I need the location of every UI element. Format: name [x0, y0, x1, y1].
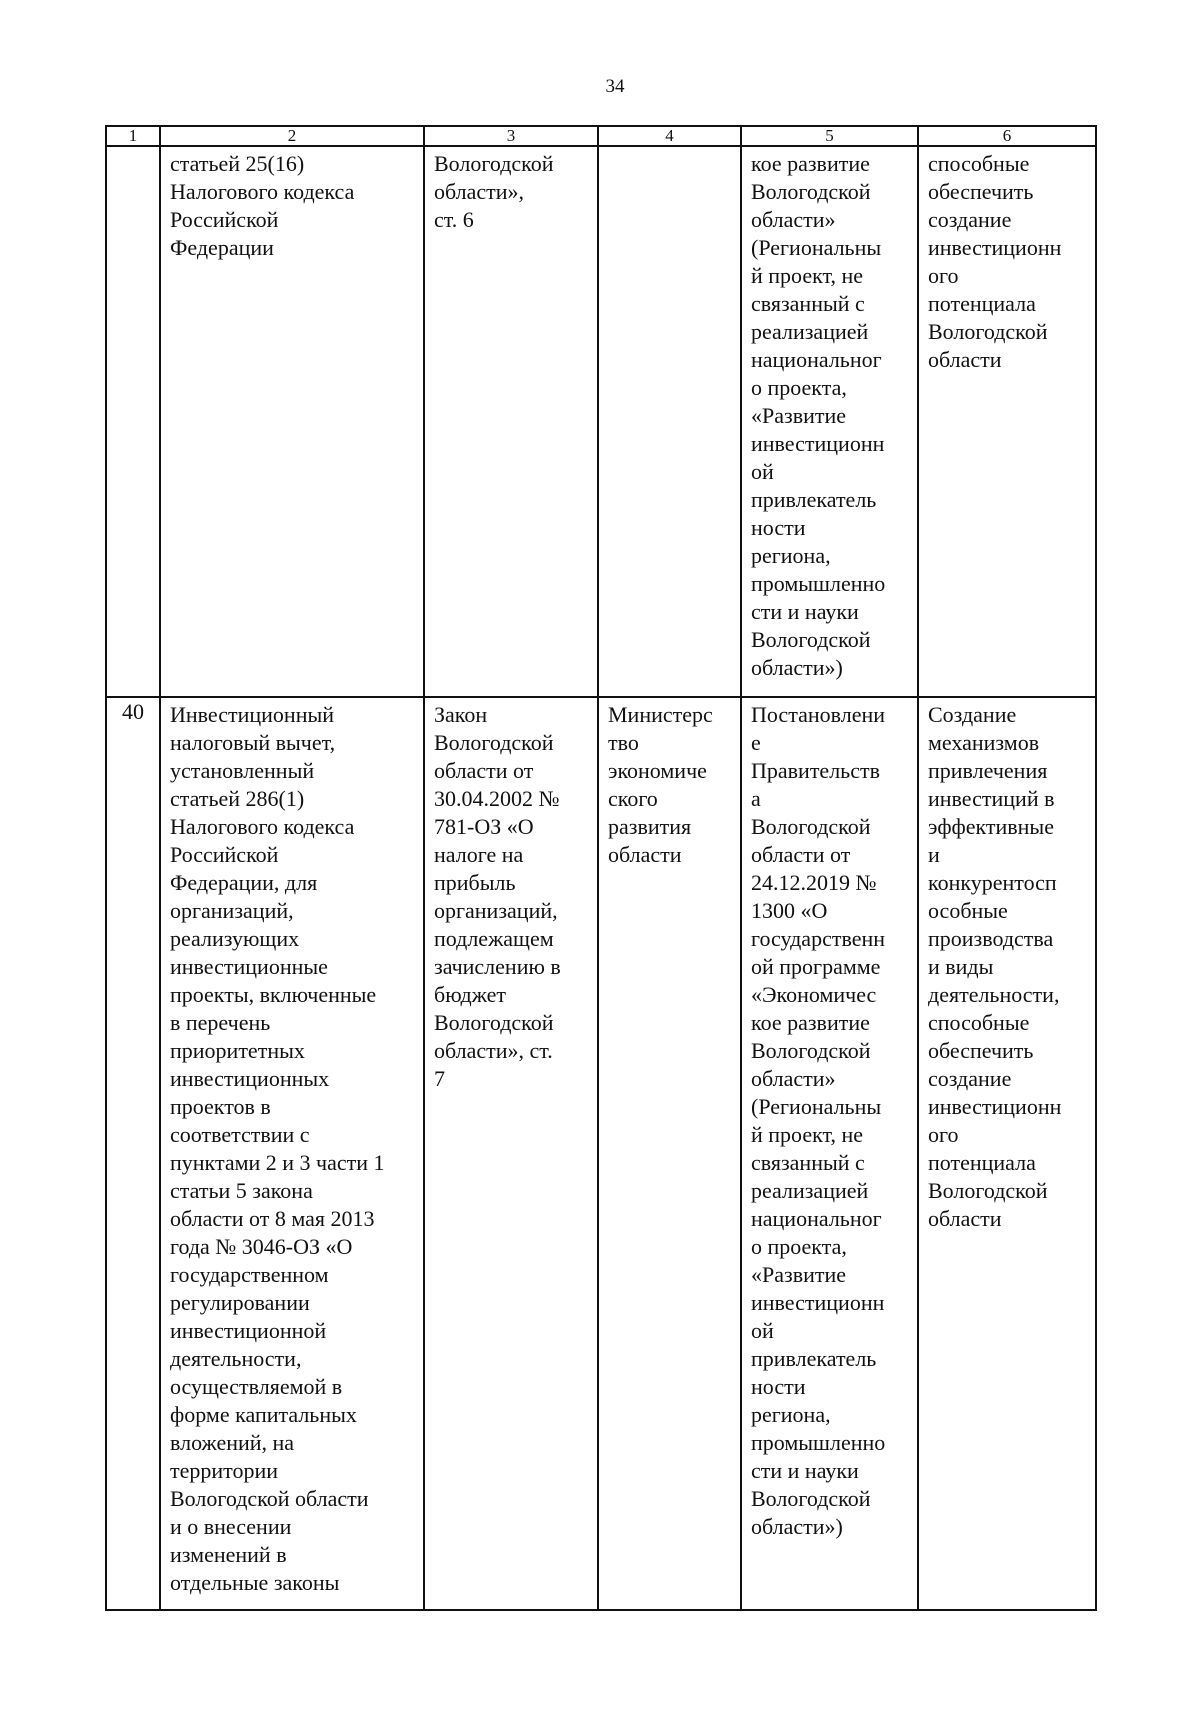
column-header-3: 3	[424, 126, 598, 146]
program-cell: кое развитие Вологодской области» (Региональны й проект, не связанный с реализацией национальног о проекта, «Развитие инвестиционн ой привлекатель ности региона, промышленно сти и науки Вологодской области»)	[741, 146, 918, 697]
column-header-2: 2	[160, 126, 424, 146]
curator-cell: Министерс тво экономиче ского развития области	[598, 697, 741, 1610]
goal-cell: Создание механизмов привлечения инвестиций в эффективные и конкурентосп особные производства и виды деятельности, способные обеспечить создание инвестиционн ого потенциала Вологодской области	[918, 697, 1096, 1610]
legal-basis-cell: Закон Вологодской области от 30.04.2002 № 781-ОЗ «О налоге на прибыль организаций, подлежащем зачислению в бюджет Вологодской области», ст. 7	[424, 697, 598, 1610]
page-number: 34	[605, 76, 625, 97]
curator-cell	[598, 146, 741, 697]
program-cell: Постановлени е Правительств а Вологодской области от 24.12.2019 № 1300 «О государственн ой программе «Экономичес кое развитие Вологодской области» (Региональны й проект, не связанный с реализацией национальног о проекта, «Развитие инвестиционн ой привлекатель ности региона, промышленно сти и науки Вологодской области»)	[741, 697, 918, 1610]
row-number-cell	[106, 146, 160, 697]
legal-basis-cell: Вологодской области», ст. 6	[424, 146, 598, 697]
table-row	[106, 146, 1096, 697]
column-header-4: 4	[598, 126, 741, 146]
benefit-description-cell: Инвестиционный налоговый вычет, установленный статьей 286(1) Налогового кодекса Российской Федерации, для организаций, реализующих инвестиционные проекты, включенные в перечень приоритетных инвестиционных проектов в соответствии с пунктами 2 и 3 части 1 статьи 5 закона области от 8 мая 2013 года № 3046-ОЗ «О государственном регулировании инвестиционной деятельности, осуществляемой в форме капитальных вложений, на территории Вологодской области и о внесении изменений в отдельные законы	[160, 697, 424, 1610]
column-header-5: 5	[741, 126, 918, 146]
row-number-cell: 40	[106, 697, 160, 1610]
column-header-1: 1	[106, 126, 160, 146]
column-number-row	[106, 126, 1096, 146]
table-row	[106, 697, 1096, 1610]
goal-cell: способные обеспечить создание инвестиционн ого потенциала Вологодской области	[918, 146, 1096, 697]
benefit-description-cell: статьей 25(16) Налогового кодекса Российской Федерации	[160, 146, 424, 697]
column-header-6: 6	[918, 126, 1096, 146]
benefits-table	[105, 125, 1097, 1611]
